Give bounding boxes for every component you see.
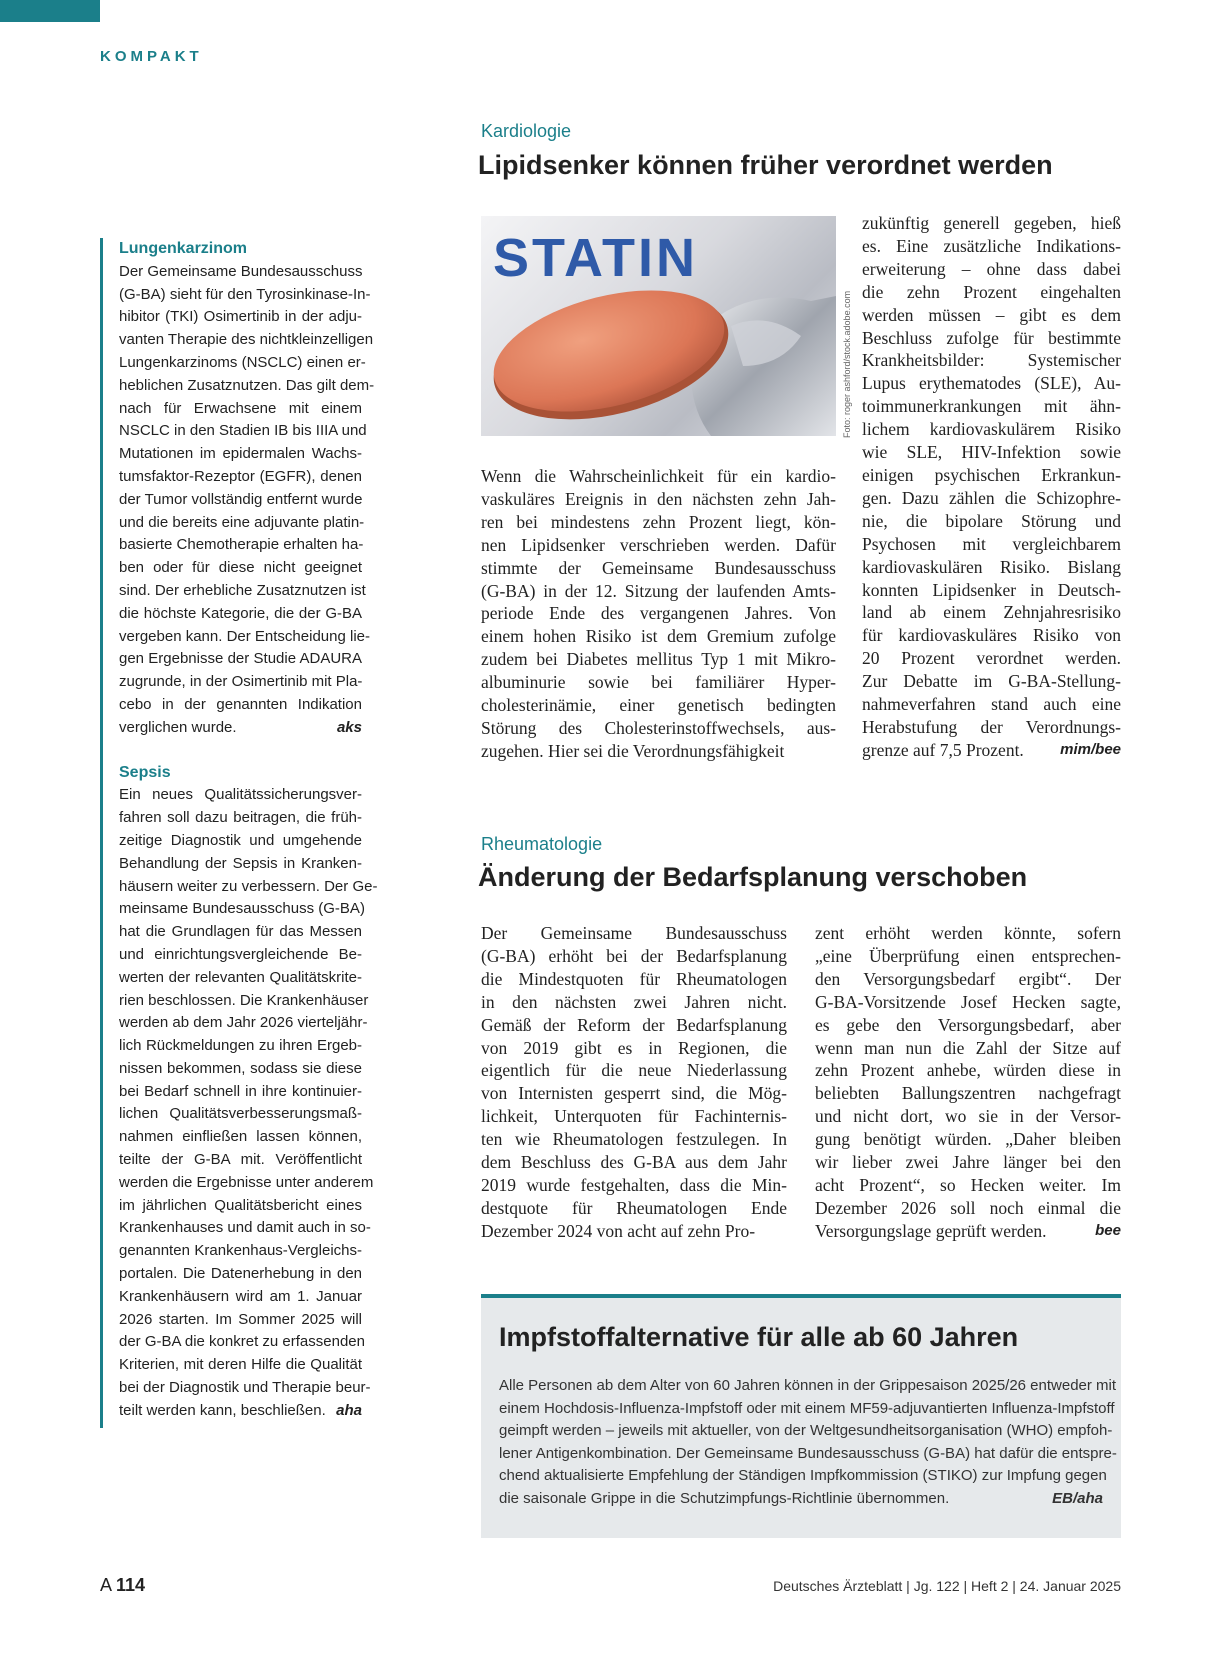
author-initials: aha bbox=[336, 1401, 362, 1419]
page-number: A 114 bbox=[100, 1575, 146, 1595]
category-rheumatologie: Rheumatologie bbox=[481, 834, 603, 854]
text-line: lich Rückmeldungen zu ihren Ergeb- bbox=[119, 1037, 362, 1055]
text-line: zent erhöht werden könnte, sofern bbox=[815, 923, 1121, 943]
text-line: und einrichtungsvergleichende Be- bbox=[119, 945, 362, 963]
text-line: destquote für Rheumatologen Ende bbox=[481, 1197, 787, 1218]
text-line: eigentlich für die neue Niederlassung bbox=[481, 1060, 787, 1081]
info-box-text bbox=[499, 1375, 1117, 1510]
section-label: KOMPAKT bbox=[100, 48, 203, 65]
text-line: Ein neues Qualitätssicherungsver- bbox=[119, 786, 362, 804]
text-line: der G-BA die konkret zu erfassenden bbox=[119, 1333, 365, 1351]
text-line: Zur Debatte im G-BA-Stellung- bbox=[862, 671, 1121, 692]
text-line: 2026 starten. Im Sommer 2025 will bbox=[119, 1310, 362, 1328]
text-line: genannten Krankenhaus-Vergleichs- bbox=[119, 1242, 362, 1260]
text-line: rien beschlossen. Die Krankenhäuser bbox=[119, 991, 369, 1009]
headline-lipidsenker: Lipidsenker können früher verordnet werden bbox=[478, 150, 1053, 180]
text-line: es. Eine zusätzliche Indikations- bbox=[862, 235, 1121, 256]
text-line: vanten Therapie des nichtkleinzelligen bbox=[119, 331, 374, 349]
text-line: „eine Überprüfung einen entsprechen- bbox=[815, 945, 1121, 966]
text-line: die Mindestquoten für Rheumatologen bbox=[481, 968, 787, 989]
text-line: Psychosen mit vergleichbarem bbox=[862, 533, 1121, 554]
text-line: 2019 wurde festgehalten, dass die Min- bbox=[481, 1174, 787, 1195]
text-line: beliebten Ballungszentren nachgefragt bbox=[815, 1083, 1121, 1104]
text-line: Störung des Cholesterinstoffwechsels, aus- bbox=[481, 717, 836, 738]
journal-citation: Deutsches Ärzteblatt | Jg. 122 | Heft 2 | 24. Januar 2025 bbox=[773, 1578, 1121, 1594]
text-line: werten der relevanten Qualitätskrite- bbox=[119, 968, 362, 986]
text-line: ren bei mindestens zehn Prozent liegt, kön- bbox=[481, 511, 836, 532]
text-line: Gemäß der Reform der Bedarfsplanung bbox=[481, 1014, 787, 1035]
text-line: zugrunde, in der Osimertinib mit Pla- bbox=[119, 673, 363, 691]
top-accent-bar bbox=[0, 0, 100, 22]
text-line: (G-BA) sieht für den Tyrosinkinase-In- bbox=[119, 285, 371, 303]
text-line: einigen psychischen Erkrankun- bbox=[862, 464, 1121, 485]
text-line: (G-BA) in der 12. Sitzung der laufenden Amts- bbox=[481, 580, 836, 601]
text-line: grenze auf 7,5 Prozent. mim/bee bbox=[862, 739, 1121, 760]
text-line: 20 Prozent verordnet werden. bbox=[862, 648, 1121, 669]
text-line: portalen. Die Datenerhebung in den bbox=[119, 1265, 362, 1283]
text-line: nen Lipidsenker verschrieben werden. Dafür bbox=[481, 534, 836, 555]
text-line: im jährlichen Qualitätsbericht eines bbox=[119, 1196, 362, 1214]
text-line: bei der Diagnostik und Therapie beur- bbox=[119, 1379, 371, 1397]
article1-column-left bbox=[481, 465, 836, 763]
text-line: konnten Lipidsenker in Deutsch- bbox=[862, 579, 1121, 600]
text-line: Dezember 2024 von acht auf zehn Pro- bbox=[481, 1220, 756, 1241]
text-line: werden müssen – gibt es dem bbox=[862, 304, 1121, 325]
author-initials: EB/aha bbox=[1052, 1489, 1103, 1507]
text-line: Mutationen im epidermalen Wachs- bbox=[119, 445, 362, 463]
text-line: tumsfaktor-Rezeptor (EGFR), denen bbox=[119, 467, 362, 485]
text-line: erweiterung – ohne dass dabei bbox=[862, 258, 1121, 279]
text-line: Wenn die Wahrscheinlichkeit für ein kardio- bbox=[481, 466, 836, 486]
text-line: fahren soll dazu beitragen, die früh- bbox=[119, 809, 362, 827]
photo-credit: Foto: roger ashford/stock.adobe.com bbox=[842, 290, 852, 438]
sidebar bbox=[100, 238, 378, 1428]
text-line: Der Gemeinsame Bundesausschuss bbox=[119, 262, 363, 280]
text-line: wie SLE, HIV-Infektion sowie bbox=[862, 442, 1121, 463]
text-line: Beschluss zufolge für bestimmte bbox=[862, 327, 1121, 348]
text-line: periode Ende des vergangenen Jahres. Von bbox=[481, 603, 836, 624]
text-line: vaskuläres Ereignis in den nächsten zehn Jah- bbox=[481, 488, 836, 509]
text-line: dem Beschluss des G-BA aus dem Jahr bbox=[481, 1152, 787, 1173]
text-line: land ab einem Zehnjahresrisiko bbox=[862, 602, 1121, 623]
author-initials: aks bbox=[336, 718, 362, 736]
article2-column-right bbox=[815, 922, 1121, 1243]
sidebar-title-lungenkarzinom: Lungenkarzinom bbox=[119, 240, 248, 257]
text-line: G-BA-Vorsitzende Josef Hecken sagte, bbox=[815, 991, 1121, 1012]
text-line: werden die Ergebnisse unter anderem bbox=[119, 1173, 374, 1191]
text-line: Dezember 2026 soll noch einmal die bbox=[815, 1197, 1121, 1218]
text-line: verglichen wurde. aks bbox=[119, 717, 362, 740]
text-line: nissen bekommen, sodass sie diese bbox=[119, 1059, 362, 1077]
text-line: einem hohen Risiko ist dem Gremium zufolge bbox=[481, 626, 836, 647]
text-line: hibitor (TKI) Osimertinib in der adju- bbox=[119, 308, 362, 326]
text-line: sind. Der erhebliche Zusatznutzen ist bbox=[119, 581, 366, 599]
text-line: zehn Prozent anhebe, würden diese in bbox=[815, 1060, 1121, 1081]
text-line: wir lieber zwei Jahre länger bei den bbox=[815, 1152, 1121, 1173]
text-line: von 2019 gibt es in Regionen, die bbox=[481, 1037, 787, 1058]
text-line: Alle Personen ab dem Alter von 60 Jahren können in der Grippesaison 2025/26 entweder mit bbox=[499, 1377, 1117, 1394]
text-line: geimpft werden – jeweils mit aktueller, von der Weltgesundheitsorganisation (WHO) empfoh- bbox=[499, 1422, 1113, 1439]
text-line: Behandlung der Sepsis in Kranken- bbox=[119, 854, 362, 872]
text-line: heblichen Zusatznutzen. Das gilt dem- bbox=[119, 376, 375, 394]
text-line: zukünftig generell gegeben, hieß bbox=[862, 213, 1121, 233]
text-line: lichen Qualitätsverbesserungsmaß- bbox=[119, 1105, 362, 1123]
text-line: Kriterien, mit deren Hilfe die Qualität bbox=[119, 1356, 362, 1374]
text-line: bei Bedarf schnell in ihre kontinuier- bbox=[119, 1082, 362, 1100]
text-line: vergeben kann. Der Entscheidung lie- bbox=[119, 627, 370, 645]
text-line: werden ab dem Jahr 2026 vierteljähr- bbox=[119, 1014, 368, 1032]
text-line: lichem kardiovaskulärem Risiko bbox=[862, 419, 1121, 440]
text-line: gen Ergebnisse der Studie ADAURA bbox=[119, 650, 362, 668]
author-initials: mim/bee bbox=[1060, 740, 1121, 758]
sidebar-body-sepsis bbox=[119, 784, 378, 1422]
statin-label: STATIN bbox=[493, 228, 698, 288]
text-line: Versorgungslage geprüft werden. bee bbox=[815, 1220, 1121, 1241]
text-line: zeitige Diagnostik und umgehende bbox=[119, 831, 362, 849]
text-line: es gebe den Versorgungsbedarf, aber bbox=[815, 1014, 1121, 1035]
text-line: meinsame Bundesausschuss (G-BA) bbox=[119, 900, 365, 918]
text-line: ten wie Rheumatologen festzulegen. In bbox=[481, 1129, 787, 1150]
text-line: zudem bei Diabetes mellitus Typ 1 mit Mikro- bbox=[481, 649, 836, 670]
article2-column-left bbox=[481, 922, 787, 1243]
text-line: und die bereits eine adjuvante platin- bbox=[119, 513, 365, 531]
text-line: teilte der G-BA mit. Veröffentlicht bbox=[119, 1151, 362, 1169]
text-line: teilt werden kann, beschließen. aha bbox=[119, 1400, 362, 1423]
text-line: lener Antigenkombination. Der Gemeinsame Bundesausschuss (G-BA) hat dafür die entspre- bbox=[499, 1444, 1117, 1462]
text-line: stimmte der Gemeinsame Bundesausschuss bbox=[481, 557, 836, 578]
text-line: Lungenkarzinoms (NSCLC) einen er- bbox=[119, 353, 366, 371]
text-line: hat die Grundlagen für das Messen bbox=[119, 923, 362, 941]
text-line: Der Gemeinsame Bundesausschuss bbox=[481, 923, 787, 943]
text-line: einem Hochdosis-Influenza-Impfstoff oder mit einem MF59-adjuvantierten Influenza-Impfstoff bbox=[499, 1399, 1115, 1417]
text-line: chend aktualisierte Empfehlung der Ständigen Impfkommission (STIKO) zur Impfung gegen bbox=[499, 1467, 1107, 1484]
text-line: die saisonale Grippe in die Schutzimpfungs-Richtlinie übernommen. EB/aha bbox=[499, 1488, 1103, 1511]
sidebar-title-sepsis: Sepsis bbox=[119, 763, 171, 781]
sidebar-body-lungenkarzinom bbox=[119, 261, 375, 740]
text-line: den Versorgungsbedarf ergibt“. Der bbox=[815, 968, 1121, 989]
text-line: cholesterinämie, einer genetisch bedingten bbox=[481, 695, 836, 716]
text-line: Herabstufung der Verordnungs- bbox=[862, 716, 1121, 737]
text-line: cebo in der genannten Indikation bbox=[119, 695, 362, 713]
text-line: (G-BA) erhöht bei der Bedarfsplanung bbox=[481, 945, 787, 966]
info-box-title: Impfstoffalternative für alle ab 60 Jahren bbox=[499, 1322, 1019, 1352]
text-line: in den nächsten zwei Jahren nicht. bbox=[481, 991, 787, 1012]
text-line: Lupus erythematodes (SLE), Au- bbox=[862, 373, 1121, 394]
text-line: toimmunerkrankungen mit ähn- bbox=[862, 396, 1121, 417]
text-line: die höchste Kategorie, die der G-BA bbox=[119, 604, 362, 622]
text-line: nach für Erwachsene mit einem bbox=[119, 399, 362, 417]
text-line: gen. Dazu zählen die Schizophre- bbox=[862, 487, 1121, 508]
statin-photo bbox=[481, 216, 836, 436]
author-initials: bee bbox=[1095, 1221, 1121, 1239]
category-kardiologie: Kardiologie bbox=[481, 121, 572, 141]
text-line: zugehen. Hier sei die Verordnungsfähigkeit bbox=[481, 740, 785, 761]
info-box-impfstoff bbox=[481, 1294, 1121, 1538]
text-line: für kardiovaskuläres Risiko von bbox=[862, 625, 1121, 646]
text-line: gung benötigt würden. „Daher bleiben bbox=[815, 1129, 1121, 1150]
text-line: NSCLC in den Stadien IB bis IIIA und bbox=[119, 422, 367, 440]
text-line: Krankenhauses und damit auch in so- bbox=[119, 1219, 371, 1237]
text-line: albuminurie sowie bei familiärer Hyper- bbox=[481, 672, 836, 693]
text-line: wenn man nun die Zahl der Sitze auf bbox=[815, 1037, 1121, 1058]
text-line: der Tumor vollständig entfernt wurde bbox=[119, 490, 363, 508]
text-line: von Internisten gesperrt sind, die Mög- bbox=[481, 1083, 787, 1104]
text-line: Krankheitsbilder: Systemischer bbox=[862, 350, 1121, 371]
text-line: ben oder für diese nicht geeignet bbox=[119, 559, 362, 577]
text-line: häusern weiter zu verbessern. Der Ge- bbox=[119, 877, 378, 895]
text-line: nie, die bipolare Störung und bbox=[862, 510, 1121, 531]
text-line: lichkeit, Unterquoten für Fachinternis- bbox=[481, 1106, 787, 1127]
text-line: Krankenhäusern wird am 1. Januar bbox=[119, 1287, 362, 1305]
text-line: kardiovaskulären Risiko. Bislang bbox=[862, 556, 1121, 577]
text-line: nahmen einfließen lassen können, bbox=[119, 1128, 362, 1146]
text-line: nahmeverfahren stand auch eine bbox=[862, 694, 1121, 715]
text-line: und nicht dort, wo sie in der Versor- bbox=[815, 1106, 1121, 1127]
text-line: acht Prozent“, so Hecken weiter. Im bbox=[815, 1174, 1121, 1195]
article1-column-right bbox=[862, 212, 1121, 762]
text-line: die zehn Prozent eingehalten bbox=[862, 281, 1121, 302]
text-line: basierte Chemotherapie erhalten ha- bbox=[119, 536, 364, 554]
headline-bedarfsplanung: Änderung der Bedarfsplanung verschoben bbox=[478, 862, 1028, 892]
